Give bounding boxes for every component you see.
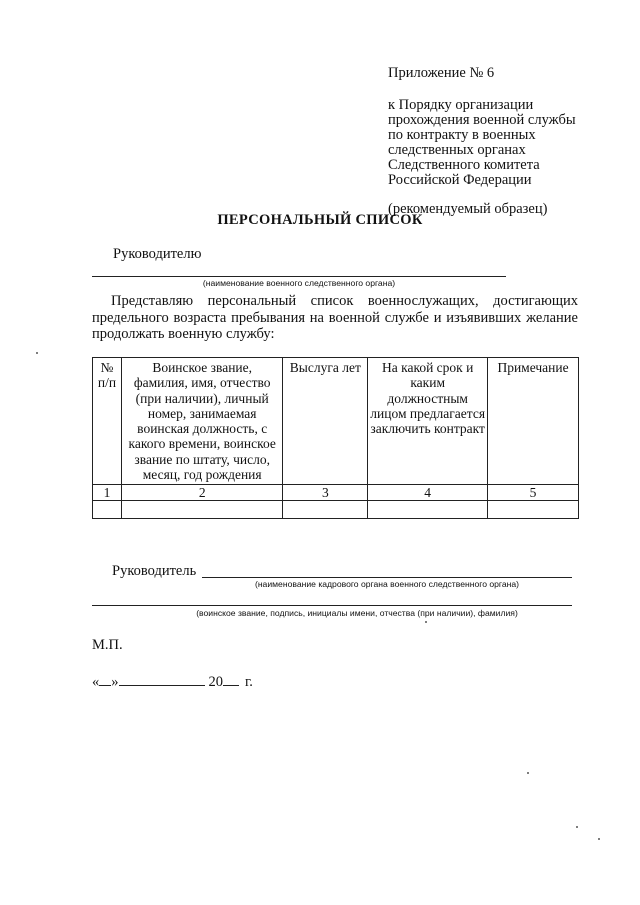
scan-speck	[527, 772, 529, 774]
addressee-label: Руководителю	[113, 246, 202, 262]
table-column-number-row	[93, 485, 579, 501]
sample-note: (рекомендуемый образец)	[388, 201, 548, 217]
addressee-caption: (наименование военного следственного органа)	[202, 278, 396, 288]
year-suffix: г.	[245, 674, 253, 690]
header-cell-rank-name: Воинское звание, фамилия, имя, отчество (при наличии), личный номер, занимаемая воинская должность, с какого времени, воинское звание по штату, число, месяц, год рождения	[121, 358, 283, 485]
annex-title: Приложение № 6	[388, 65, 495, 81]
annex-line: Следственного комитета	[388, 157, 540, 173]
intro-paragraph: Представляю персональный список военнослужащих, достигающих предельного возраста пребывания на военной службе и изъявивших желание продолжать военную службу:	[92, 293, 578, 342]
annex-line: Российской Федерации	[388, 172, 532, 188]
table-cell	[368, 501, 488, 519]
table-cell	[121, 501, 283, 519]
scan-speck	[576, 826, 578, 828]
month-blank	[119, 671, 205, 686]
header-cell-service-years: Выслуга лет	[283, 358, 368, 485]
scan-speck	[36, 352, 38, 354]
table-header-row	[93, 358, 579, 485]
annex-line: по контракту в военных	[388, 127, 536, 143]
header-cell-note: Примечание	[488, 358, 579, 485]
column-number: 4	[368, 485, 488, 501]
table-cell	[283, 501, 368, 519]
scan-speck	[598, 838, 600, 840]
column-number: 3	[283, 485, 368, 501]
annex-line: прохождения военной службы	[388, 112, 576, 128]
annex-block	[388, 66, 576, 217]
personnel-table	[92, 357, 579, 519]
addressee-line	[92, 276, 506, 277]
date-quote-open: «	[92, 674, 100, 690]
table-row	[93, 501, 579, 519]
table-cell	[488, 501, 579, 519]
scan-speck	[425, 621, 427, 623]
signature-org-line	[202, 577, 572, 578]
signature-person-line	[92, 605, 572, 606]
signature-org-caption: (наименование кадрового органа военного следственного органа)	[254, 579, 520, 589]
column-number: 2	[121, 485, 283, 501]
day-blank	[99, 671, 111, 686]
header-cell-number: № п/п	[93, 358, 122, 485]
annex-line: следственных органах	[388, 142, 526, 158]
document-title: ПЕРСОНАЛЬНЫЙ СПИСОК	[217, 212, 423, 228]
signature-label: Руководитель	[112, 563, 197, 579]
column-number: 5	[488, 485, 579, 501]
signature-person-caption: (воинское звание, подпись, инициалы имени, отчества (при наличии), фамилия)	[196, 608, 518, 618]
date-quote-close: »	[111, 674, 119, 690]
header-cell-contract-term: На какой срок и каким должностным лицом предлагается заключить контракт	[368, 358, 488, 485]
table-cell	[93, 501, 122, 519]
stamp-label: М.П.	[92, 637, 123, 653]
column-number: 1	[93, 485, 122, 501]
year-blank	[223, 671, 239, 686]
year-prefix: 20	[208, 674, 223, 690]
annex-line: к Порядку организации	[388, 97, 534, 113]
date-line	[92, 671, 253, 691]
